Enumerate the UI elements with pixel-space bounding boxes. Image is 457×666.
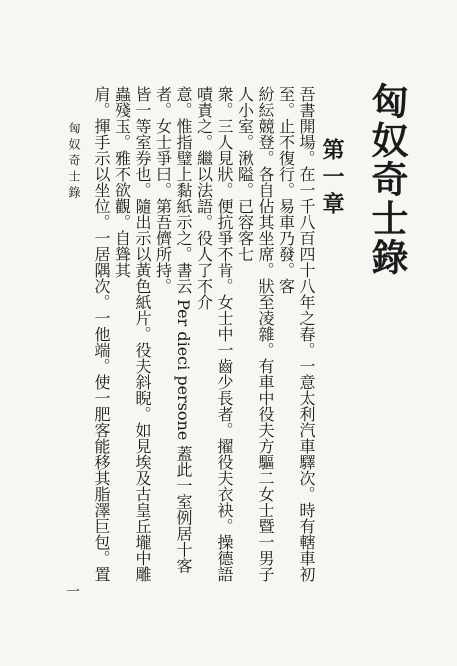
page-number: 一	[64, 584, 80, 598]
body-line: 肩。揮手示以坐位。一居隅次。一他端。使一肥客能移其脂澤巨包。置	[92, 86, 111, 582]
body-line: 吾書開場。在一千八百四十八年之春。一意太利汽車驛次。時有轄車初至。止不復行。易車乃發。客	[276, 86, 316, 582]
body-line: 意。惟指璧上黏紙示之。書云 Per dieci persone 蓋此一室例居十客者。女士爭曰。第吾儕所持。	[153, 86, 193, 574]
running-title: 匈奴奇士錄	[67, 122, 81, 202]
body-line: 皆一等室券也。隨出示以黃色紙片。役夫斜睨。如見埃及古皇丘壠中雕蟲殘玉。雅不欲觀。自聳其	[112, 86, 152, 582]
body-line: 紛紜競登。各自佔其坐席。狀至凌雜。有車中役夫方驅二女士暨一男子人小室。湫隘。已容客七	[235, 86, 275, 582]
chapter-heading: 第一章	[319, 138, 345, 219]
body-line: 衆。三人見狀。便抗爭不肯。女士中一齒少長者。擢役夫衣袂。操德語嘖責之。繼以法語。役人了不介	[194, 86, 234, 582]
book-title: 匈奴奇士錄	[365, 82, 409, 277]
body-text	[90, 86, 316, 596]
